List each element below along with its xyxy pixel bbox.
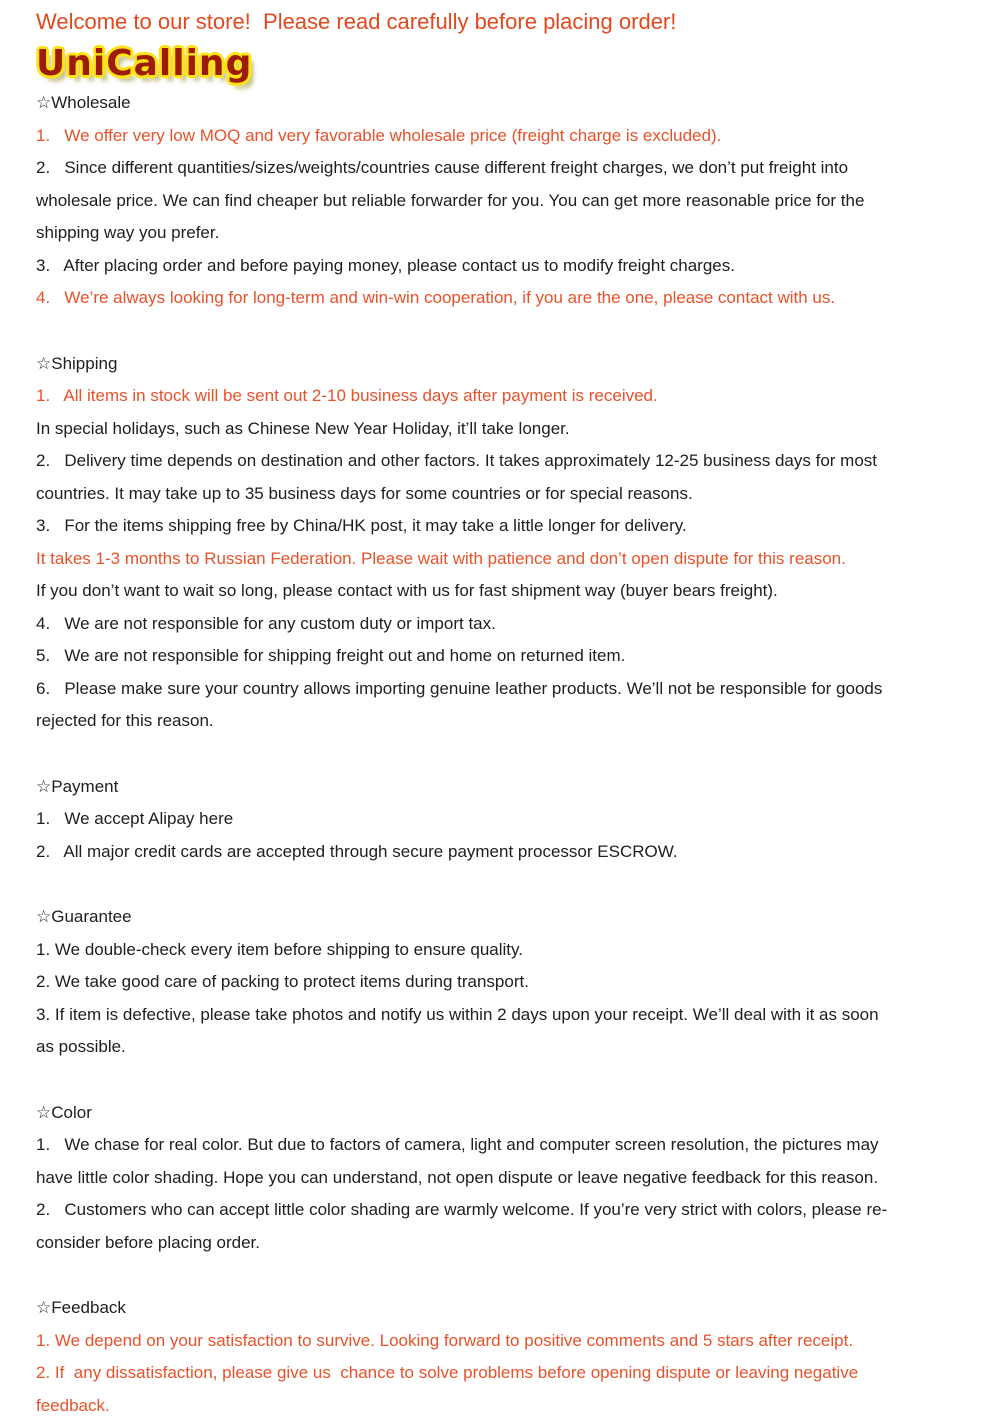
policy-line: have little color shading. Hope you can understand, not open dispute or leave negative feedback for this reason. [36,1162,979,1195]
policy-line: 4. We are not responsible for any custom duty or import tax. [36,608,979,641]
section-heading-feedback: ☆Feedback [36,1292,979,1325]
policy-line: 5. We are not responsible for shipping freight out and home on returned item. [36,640,979,673]
section-heading-color: ☆Color [36,1097,979,1130]
policy-line: as possible. [36,1031,979,1064]
policy-line: 4. We’re always looking for long-term and win-win cooperation, if you are the one, please contact with us. [36,282,979,315]
policy-line: feedback. [36,1390,979,1422]
policy-line: 2. All major credit cards are accepted through secure payment processor ESCROW. [36,836,979,869]
section-heading-payment: ☆Payment [36,771,979,804]
policy-line: 2. If any dissatisfaction, please give us chance to solve problems before opening dispute or leaving negative [36,1357,979,1390]
policy-line: 1. We offer very low MOQ and very favorable wholesale price (freight charge is excluded). [36,120,979,153]
section-heading-wholesale: ☆Wholesale [36,87,979,120]
policy-line: 3. For the items shipping free by China/HK post, it may take a little longer for delivery. [36,510,979,543]
section-color [36,1097,979,1260]
section-guarantee [36,901,979,1064]
policy-line: 1. We accept Alipay here [36,803,979,836]
policy-line: wholesale price. We can find cheaper but reliable forwarder for you. You can get more reasonable price for the [36,185,979,218]
policy-line: 1. We double-check every item before shipping to ensure quality. [36,934,979,967]
page-title: Welcome to our store! Please read carefully before placing order! [36,8,979,35]
store-logo [36,39,979,87]
policy-line: 1. We depend on your satisfaction to survive. Looking forward to positive comments and 5 stars after receipt. [36,1325,979,1358]
policy-line: rejected for this reason. [36,705,979,738]
policy-line: 2. Since different quantities/sizes/weights/countries cause different freight charges, we don’t put freight into [36,152,979,185]
section-heading-shipping: ☆Shipping [36,348,979,381]
policy-line: shipping way you prefer. [36,217,979,250]
policy-line: If you don’t want to wait so long, please contact with us for fast shipment way (buyer bears freight). [36,575,979,608]
policy-line: 3. After placing order and before paying money, please contact us to modify freight charges. [36,250,979,283]
policy-line: 2. We take good care of packing to protect items during transport. [36,966,979,999]
policy-line: 6. Please make sure your country allows importing genuine leather products. We’ll not be responsible for goods [36,673,979,706]
policy-line: 3. If item is defective, please take photos and notify us within 2 days upon your receipt. We’ll deal with it as soon [36,999,979,1032]
section-shipping [36,348,979,738]
policy-line: It takes 1-3 months to Russian Federation. Please wait with patience and don’t open dispute for this reason. [36,543,979,576]
policy-line: In special holidays, such as Chinese New Year Holiday, it’ll take longer. [36,413,979,446]
policy-line: countries. It may take up to 35 business days for some countries or for special reasons. [36,478,979,511]
policy-line: 2. Delivery time depends on destination and other factors. It takes approximately 12-25 business days for most [36,445,979,478]
store-logo-text: UniCalling [36,43,252,84]
section-payment [36,771,979,869]
policy-line: 2. Customers who can accept little color shading are warmly welcome. If you’re very strict with colors, please re- [36,1194,979,1227]
section-feedback [36,1292,979,1422]
section-heading-guarantee: ☆Guarantee [36,901,979,934]
policy-line: consider before placing order. [36,1227,979,1260]
section-wholesale [36,87,979,315]
policy-line: 1. All items in stock will be sent out 2-10 business days after payment is received. [36,380,979,413]
policy-line: 1. We chase for real color. But due to factors of camera, light and computer screen resolution, the pictures may [36,1129,979,1162]
